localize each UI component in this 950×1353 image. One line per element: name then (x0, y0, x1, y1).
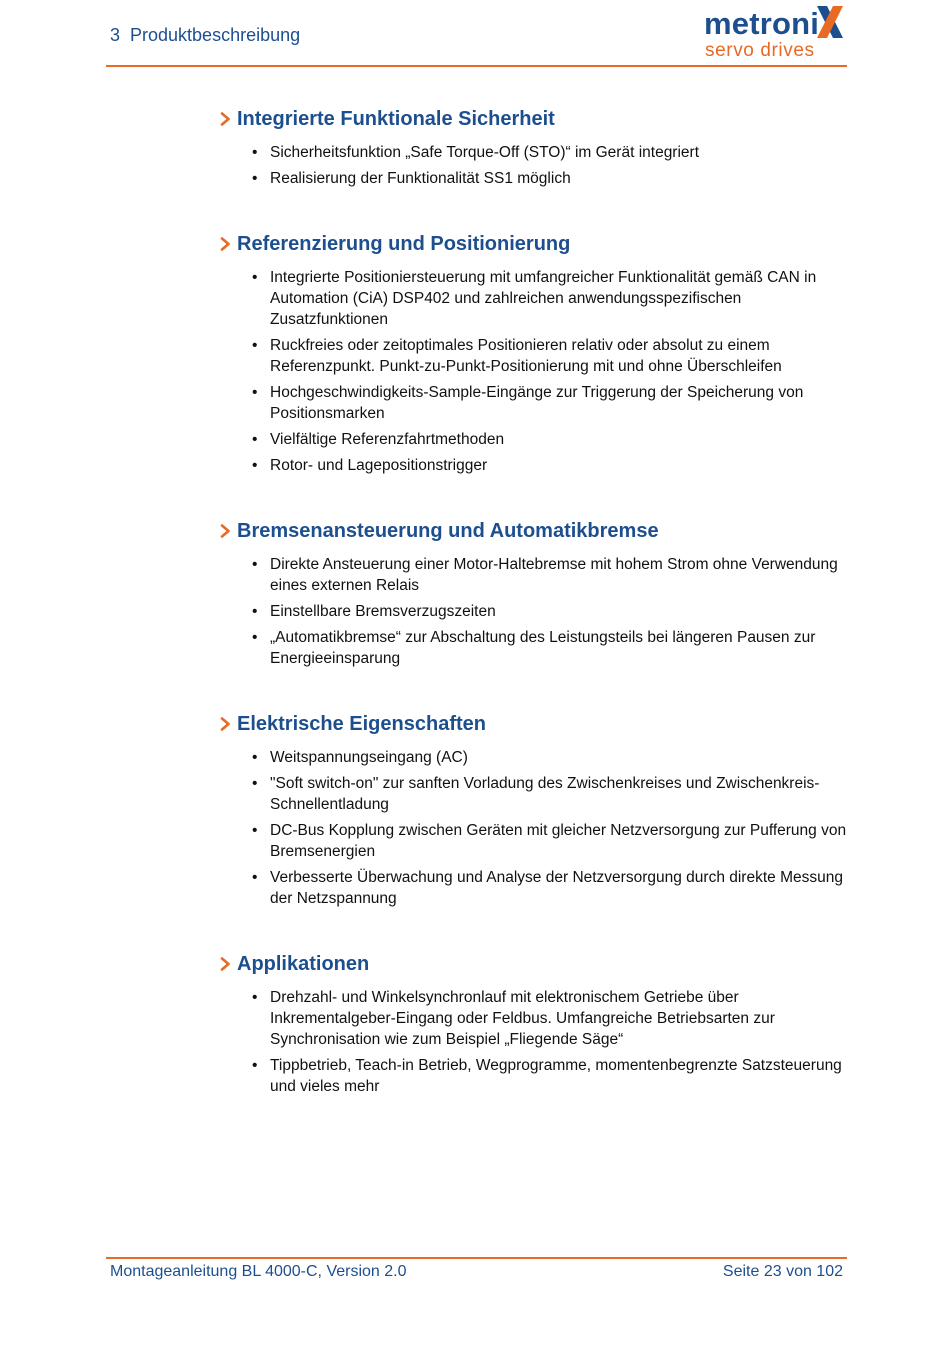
list-item (220, 142, 850, 163)
list-item-text: Ruckfreies oder zeitoptimales Positionieren relativ oder absolut zu einem Referenzpunkt. Punkt-zu-Punkt-Positionierung mit und ohne Überschleifen (270, 337, 782, 375)
list-item-text: Sicherheitsfunktion „Safe Torque-Off (STO)“ im Gerät integriert (270, 144, 700, 161)
logo-wordmark: metroni (704, 6, 820, 41)
chevron-right-icon (220, 237, 231, 251)
bullet-icon: • (252, 775, 258, 792)
list-item (220, 554, 850, 596)
section-title: Integrierte Funktionale Sicherheit (237, 108, 555, 130)
list-item (220, 1055, 850, 1097)
chevron-right-icon (220, 112, 231, 126)
bullet-list (220, 747, 850, 909)
page-header (108, 6, 848, 66)
list-item-text: Direkte Ansteuerung einer Motor-Haltebremse mit hohem Strom ohne Verwendung eines externen Relais (270, 556, 838, 594)
bullet-list (220, 142, 850, 189)
bullet-icon: • (252, 556, 258, 573)
footer-page-number: Seite 23 von 102 (722, 1263, 843, 1280)
footer-document-title: Montageanleitung BL 4000-C, Version 2.0 (110, 1263, 407, 1280)
bullet-icon: • (252, 869, 258, 886)
bullet-icon: • (252, 629, 258, 646)
list-item-text: Rotor- und Lagepositionstrigger (270, 457, 488, 474)
chevron-right-icon (220, 957, 231, 971)
bullet-icon: • (252, 822, 258, 839)
section-title: Bremsenansteuerung und Automatikbremse (237, 520, 659, 542)
section-functional-safety (220, 106, 850, 189)
bullet-icon: • (252, 457, 258, 474)
bullet-icon: • (252, 603, 258, 620)
section-heading (220, 231, 850, 257)
section-referencing-positioning (220, 231, 850, 476)
list-item-text: "Soft switch-on" zur sanften Vorladung des Zwischenkreises und Zwischenkreis-Schnellentladung (270, 775, 820, 813)
list-item-text: DC-Bus Kopplung zwischen Geräten mit gleicher Netzversorgung zur Pufferung von Bremsenergien (270, 822, 847, 860)
bullet-icon: • (252, 1057, 258, 1074)
section-heading (220, 951, 850, 977)
list-item-text: Integrierte Positioniersteuerung mit umfangreicher Funktionalität gemäß CAN in Automation (CiA) DSP402 und zahlreichen anwendungsspezifischen Zusatzfunktionen (270, 269, 817, 328)
logo-tagline: servo drives (705, 40, 815, 61)
list-item (220, 267, 850, 330)
header-divider (106, 65, 847, 67)
section-title: Applikationen (237, 953, 370, 975)
bullet-icon: • (252, 144, 258, 161)
bullet-icon: • (252, 170, 258, 187)
chapter-heading (110, 25, 300, 46)
bullet-list (220, 987, 850, 1097)
list-item (220, 429, 850, 450)
bullet-icon: • (252, 384, 258, 401)
footer-divider (106, 1257, 847, 1259)
list-item-text: Einstellbare Bremsverzugszeiten (270, 603, 496, 620)
logo-x-mark-icon (814, 4, 846, 40)
list-item (220, 773, 850, 815)
list-item-text: Weitspannungseingang (AC) (270, 749, 468, 766)
section-heading (220, 106, 850, 132)
chapter-number: 3 (110, 25, 121, 45)
bullet-icon: • (252, 431, 258, 448)
list-item (220, 335, 850, 377)
list-item (220, 601, 850, 622)
metronix-logo (704, 6, 844, 61)
list-item (220, 747, 850, 768)
list-item (220, 168, 850, 189)
list-item (220, 867, 850, 909)
list-item (220, 987, 850, 1050)
list-item-text: Drehzahl- und Winkelsynchronlauf mit elektronischem Getriebe über Inkrementalgeber-Eingang oder Feldbus. Umfangreiche Betriebsarten zur Synchronisation wie zum Beispiel „Fliegende Säge“ (270, 989, 775, 1048)
section-applications (220, 951, 850, 1097)
chevron-right-icon (220, 717, 231, 731)
section-title: Elektrische Eigenschaften (237, 713, 486, 735)
list-item-text: Verbesserte Überwachung und Analyse der Netzversorgung durch direkte Messung der Netzspannung (270, 869, 843, 907)
section-title: Referenzierung und Positionierung (237, 233, 571, 255)
list-item (220, 382, 850, 424)
section-electrical-properties (220, 711, 850, 909)
section-brake-control (220, 518, 850, 669)
list-item-text: Tippbetrieb, Teach-in Betrieb, Wegprogramme, momentenbegrenzte Satzsteuerung und vieles mehr (270, 1057, 842, 1095)
bullet-icon: • (252, 337, 258, 354)
bullet-list (220, 267, 850, 476)
list-item-text: Realisierung der Funktionalität SS1 möglich (270, 170, 571, 187)
section-heading (220, 518, 850, 544)
section-heading (220, 711, 850, 737)
chevron-right-icon (220, 524, 231, 538)
list-item (220, 455, 850, 476)
bullet-list (220, 554, 850, 669)
list-item-text: Vielfältige Referenzfahrtmethoden (270, 431, 505, 448)
list-item (220, 627, 850, 669)
bullet-icon: • (252, 749, 258, 766)
bullet-icon: • (252, 989, 258, 1006)
page-body (220, 106, 850, 1139)
list-item-text: Hochgeschwindigkeits-Sample-Eingänge zur Triggerung der Speicherung von Positionsmarken (270, 384, 804, 422)
list-item-text: „Automatikbremse“ zur Abschaltung des Leistungsteils bei längeren Pausen zur Energieeinsparung (270, 629, 816, 667)
chapter-title: Produktbeschreibung (130, 25, 301, 45)
bullet-icon: • (252, 269, 258, 286)
list-item (220, 820, 850, 862)
